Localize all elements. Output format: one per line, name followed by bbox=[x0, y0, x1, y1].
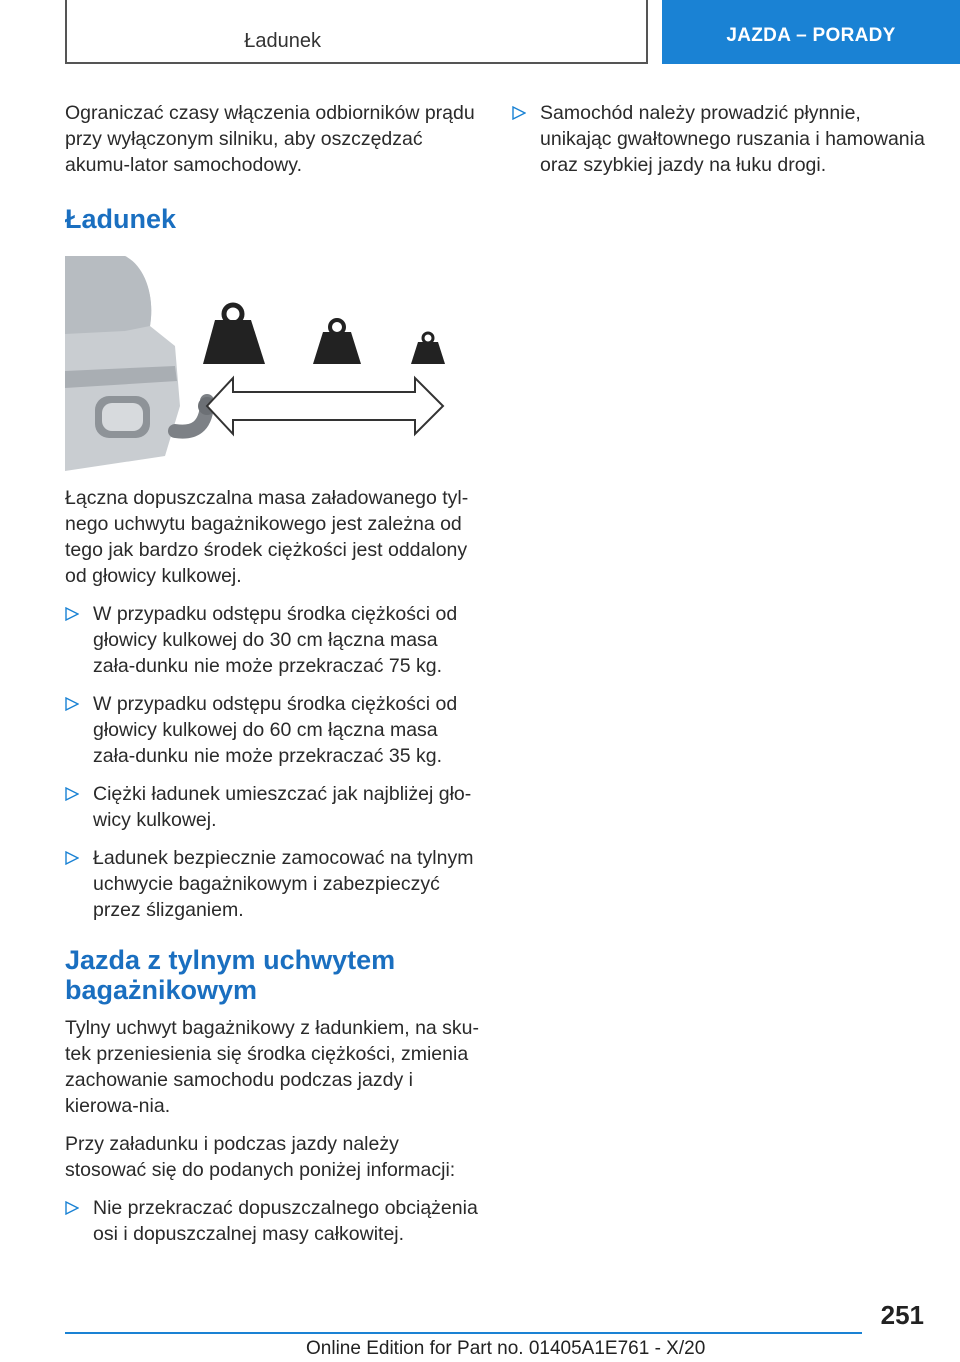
list-item-text: W przypadku odstępu środka ciężkości od głowicy kulkowej do 30 cm łączna masa zała‐dunku nie może przekraczać 75 kg. bbox=[93, 603, 458, 677]
triangle-bullet-icon bbox=[512, 106, 526, 120]
right-rules-list bbox=[512, 100, 932, 178]
list-item-text: W przypadku odstępu środka ciężkości od głowicy kulkowej do 60 cm łączna masa zała‐dunku nie może przekraczać 35 kg. bbox=[93, 693, 458, 767]
list-item bbox=[65, 845, 485, 923]
load-rules-list bbox=[65, 601, 485, 923]
triangle-bullet-icon bbox=[65, 851, 79, 865]
driving-rules-list bbox=[65, 1195, 485, 1247]
footer-divider bbox=[65, 1332, 862, 1334]
list-item-text: Ładunek bezpiecznie zamocować na tylnym uchwycie bagażnikowym i zabezpieczyć przez ślizganiem. bbox=[93, 847, 474, 921]
triangle-bullet-icon bbox=[65, 787, 79, 801]
left-column bbox=[65, 100, 485, 1259]
driving-paragraph-2: Przy załadunku i podczas jazdy należy stosować się do podanych poniżej informacji: bbox=[65, 1133, 456, 1181]
list-item-text: Ciężki ładunek umieszczać jak najbliżej gło‐wicy kulkowej. bbox=[93, 783, 472, 831]
driving-paragraph-1: Tylny uchwyt bagażnikowy z ładunkiem, na sku‐tek przeniesienia się środka ciężkości, zmienia zachowanie samochodu podczas jazdy i kierowa‐nia. bbox=[65, 1017, 480, 1117]
header-section-title: Ładunek bbox=[244, 30, 321, 52]
list-item bbox=[65, 1195, 485, 1247]
intro-paragraph: Ograniczać czasy włączenia odbiorników prądu przy wyłączonym silniku, aby oszczędzać akumu‐lator samochodowy. bbox=[65, 102, 475, 176]
list-item bbox=[512, 100, 932, 178]
figure-caption: Łączna dopuszczalna masa załadowanego tyl‐nego uchwytu bagażnikowego jest zależna od tego jak bardzo środek ciężkości jest oddalony od głowicy kulkowej. bbox=[65, 487, 469, 587]
section-heading-cargo: Ładunek bbox=[65, 204, 177, 234]
list-item-text: Samochód należy prowadzić płynnie, unikając gwałtownego ruszania i hamowania oraz szybkiej jazdy na łuku drogi. bbox=[540, 102, 925, 176]
triangle-bullet-icon bbox=[65, 1201, 79, 1215]
header-frame bbox=[65, 0, 648, 64]
load-diagram-svg bbox=[65, 256, 465, 471]
list-item bbox=[65, 781, 485, 833]
page-number: 251 bbox=[880, 1300, 924, 1330]
footer-edition: Online Edition for Part no. 01405A1E761 - X/20 bbox=[306, 1338, 706, 1359]
triangle-bullet-icon bbox=[65, 607, 79, 621]
right-column bbox=[512, 100, 932, 190]
header-chapter-tab: JAZDA – PORADY bbox=[662, 0, 960, 64]
tow-hitch-load-illustration bbox=[65, 256, 465, 471]
list-item bbox=[65, 601, 485, 679]
list-item-text: Nie przekraczać dopuszczalnego obciążenia osi i dopuszczalnej masy całkowitej. bbox=[93, 1197, 478, 1245]
list-item bbox=[65, 691, 485, 769]
triangle-bullet-icon bbox=[65, 697, 79, 711]
section-heading-driving: Jazda z tylnym uchwytem bagażnikowym bbox=[65, 945, 396, 1005]
